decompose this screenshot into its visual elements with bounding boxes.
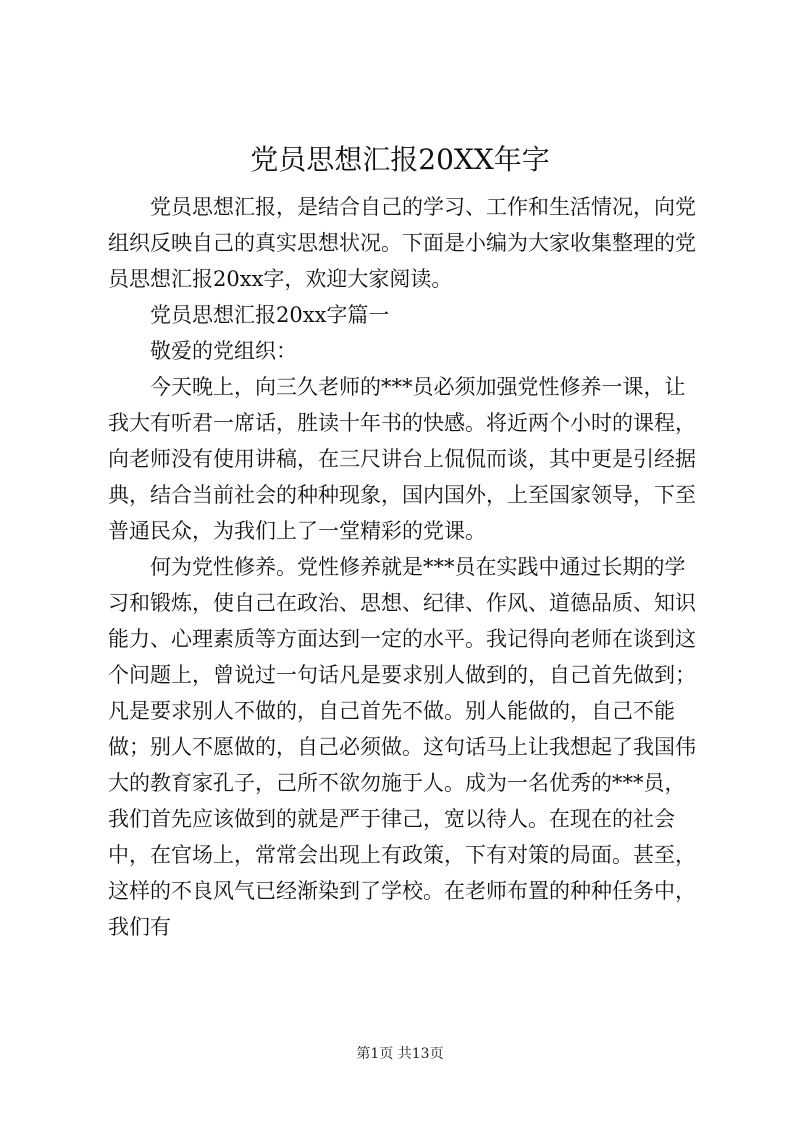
paragraph-salutation: 敬爱的党组织：: [150, 339, 297, 363]
paragraph-body-1: 今天晚上，向三久老师的***员必须加强党性修养一课，让我大有听君一席话，胜读十年书的快感。将近两个小时的课程，向老师没有使用讲稿，在三尺讲台上侃侃而谈，其中更是引经据典，结合当前社会的种种现象，国内国外，上至国家领导，下至普通民众，为我们上了一堂精彩的党课。: [108, 375, 696, 543]
paragraph-body-2: 何为党性修养。党性修养就是***员在实践中通过长期的学习和锻炼，使自己在政治、思想、纪律、作风、道德品质、知识能力、心理素质等方面达到一定的水平。我记得向老师在谈到这个问题上，曾说过一句话凡是要求别人做到的，自己首先做到；凡是要求别人不做的，自己首先不做。别人能做的，自己不能做；别人不愿做的，自己必须做。这句话马上让我想起了我国伟大的教育家孔子，己所不欲勿施于人。成为一名优秀的***员，我们首先应该做到的就是严于律己，宽以待人。在现在的社会中，在官场上，常常会出现上有政策，下有对策的局面。甚至，这样的不良风气已经渐染到了学校。在老师布置的种种任务中，我们有: [108, 555, 696, 939]
paragraph-intro: 党员思想汇报，是结合自己的学习、工作和生活情况，向党组织反映自己的真实思想状况。下面是小编为大家收集整理的党员思想汇报20xx字，欢迎大家阅读。: [108, 195, 696, 291]
paragraph-section-heading: 党员思想汇报20xx字篇一: [150, 303, 390, 327]
document-title: 党员思想汇报20XX年字: [250, 143, 550, 176]
page-footer: 第1页 共13页: [356, 1046, 444, 1062]
document-body: [108, 189, 702, 945]
